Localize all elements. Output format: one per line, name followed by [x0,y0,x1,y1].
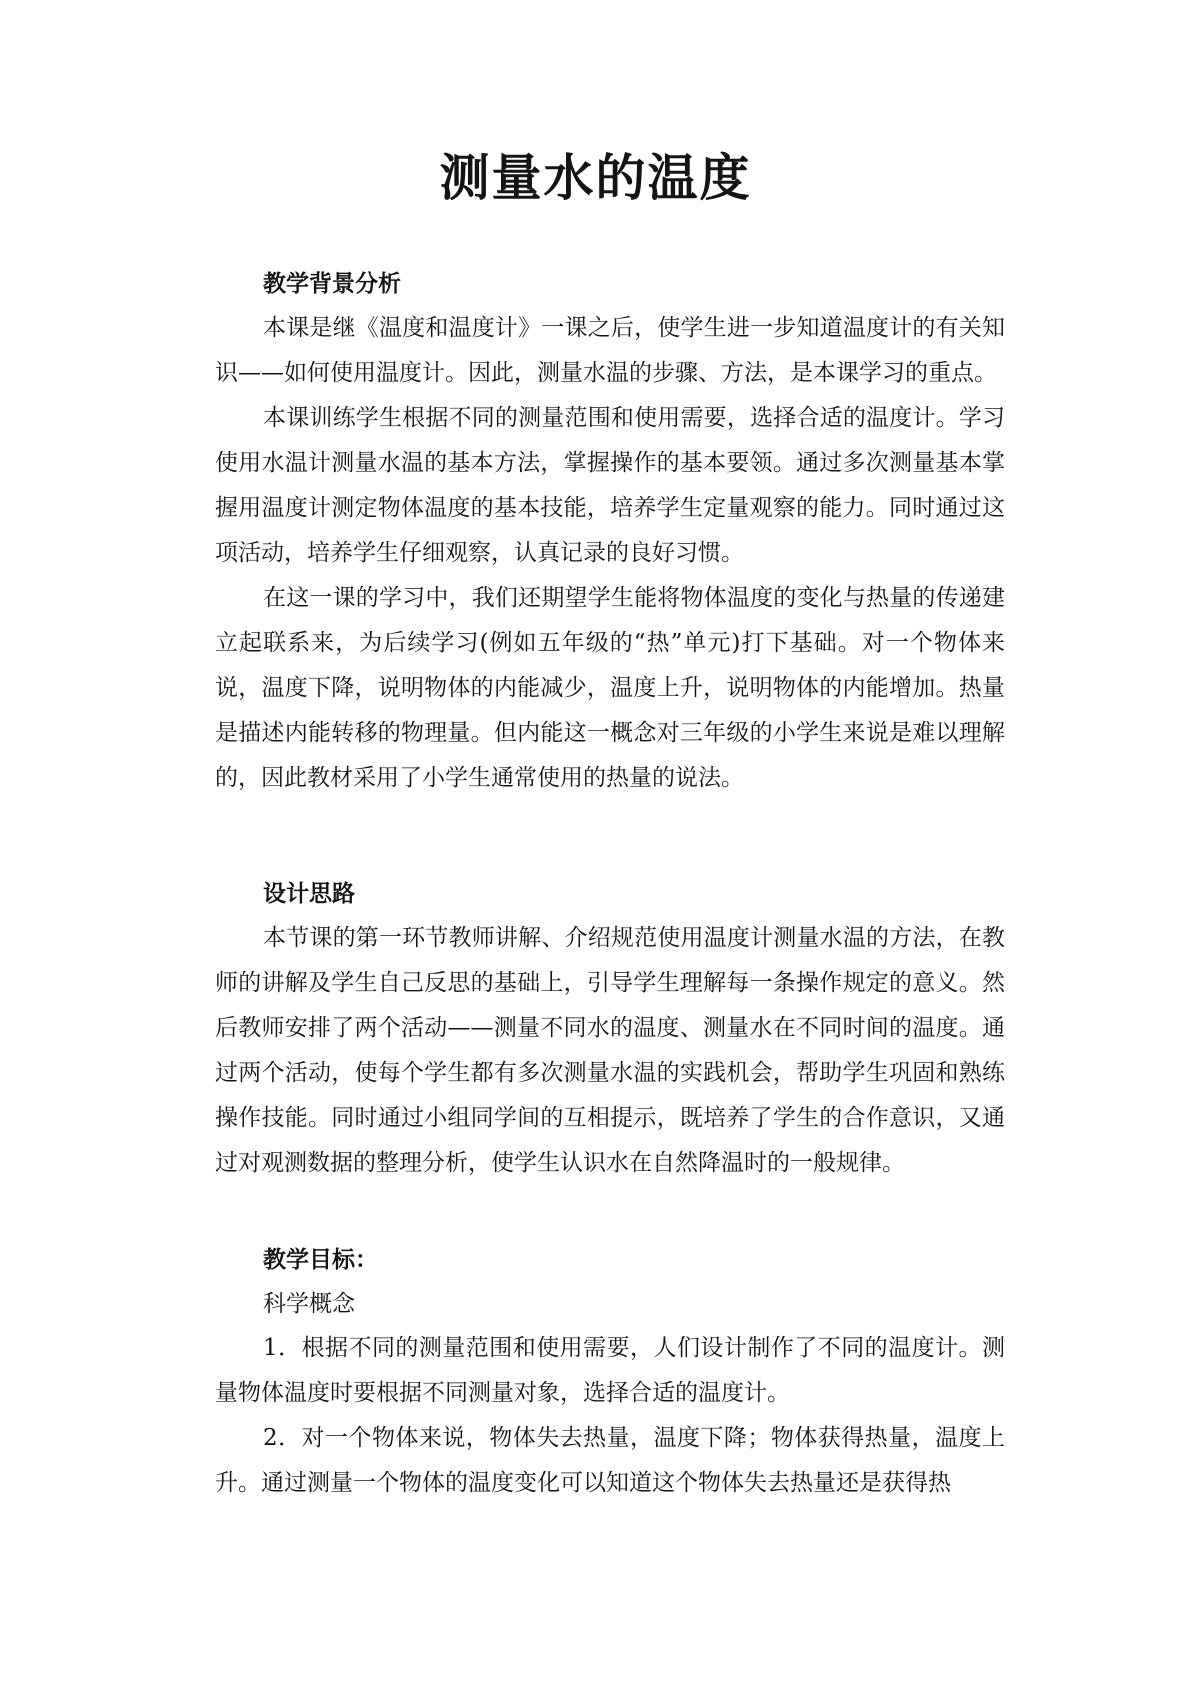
section-heading: 教学背景分析 [263,270,401,297]
document-title: 测量水的温度 [439,148,752,207]
section-background [215,262,1005,801]
section-design [215,872,1005,1186]
section-objectives [215,1238,1005,1506]
paragraph: 在这一课的学习中，我们还期望学生能将物体温度的变化与热量的传递建立起联系来，为后续学习(例如五年级的“热”单元)打下基础。对一个物体来说，温度下降，说明物体的内能减少，温度上升，说明物体的内能增加。热量是描述内能转移的物理量。但内能这一概念对三年级的小学生来说是难以理解的，因此教材采用了小学生通常使用的热量的说法。 [215,585,1005,791]
list-item: 2．对一个物体来说，物体失去热量，温度下降；物体获得热量，温度上升。通过测量一个物体的温度变化可以知道这个物体失去热量还是获得热 [215,1425,1005,1496]
subheading: 科学概念 [263,1291,355,1317]
paragraph: 本节课的第一环节教师讲解、介绍规范使用温度计测量水温的方法，在教师的讲解及学生自己反思的基础上，引导学生理解每一条操作规定的意义。然后教师安排了两个活动——测量不同水的温度、测量水在不同时间的温度。通过两个活动，使每个学生都有多次测量水温的实践机会，帮助学生巩固和熟练操作技能。同时通过小组同学间的互相提示，既培养了学生的合作意识，又通过对观测数据的整理分析，使学生认识水在自然降温时的一般规律。 [215,925,1005,1176]
list-item: 1．根据不同的测量范围和使用需要，人们设计制作了不同的温度计。测量物体温度时要根据不同测量对象，选择合适的温度计。 [215,1335,1005,1406]
section-heading: 设计思路 [263,880,355,907]
section-heading: 教学目标： [263,1246,378,1273]
paragraph: 本课是继《温度和温度计》一课之后，使学生进一步知道温度计的有关知识——如何使用温度计。因此，测量水温的步骤、方法，是本课学习的重点。 [215,315,1005,386]
paragraph: 本课训练学生根据不同的测量范围和使用需要，选择合适的温度计。学习使用水温计测量水温的基本方法，掌握操作的基本要领。通过多次测量基本掌握用温度计测定物体温度的基本技能，培养学生定量观察的能力。同时通过这项活动，培养学生仔细观察，认真记录的良好习惯。 [215,405,1005,566]
